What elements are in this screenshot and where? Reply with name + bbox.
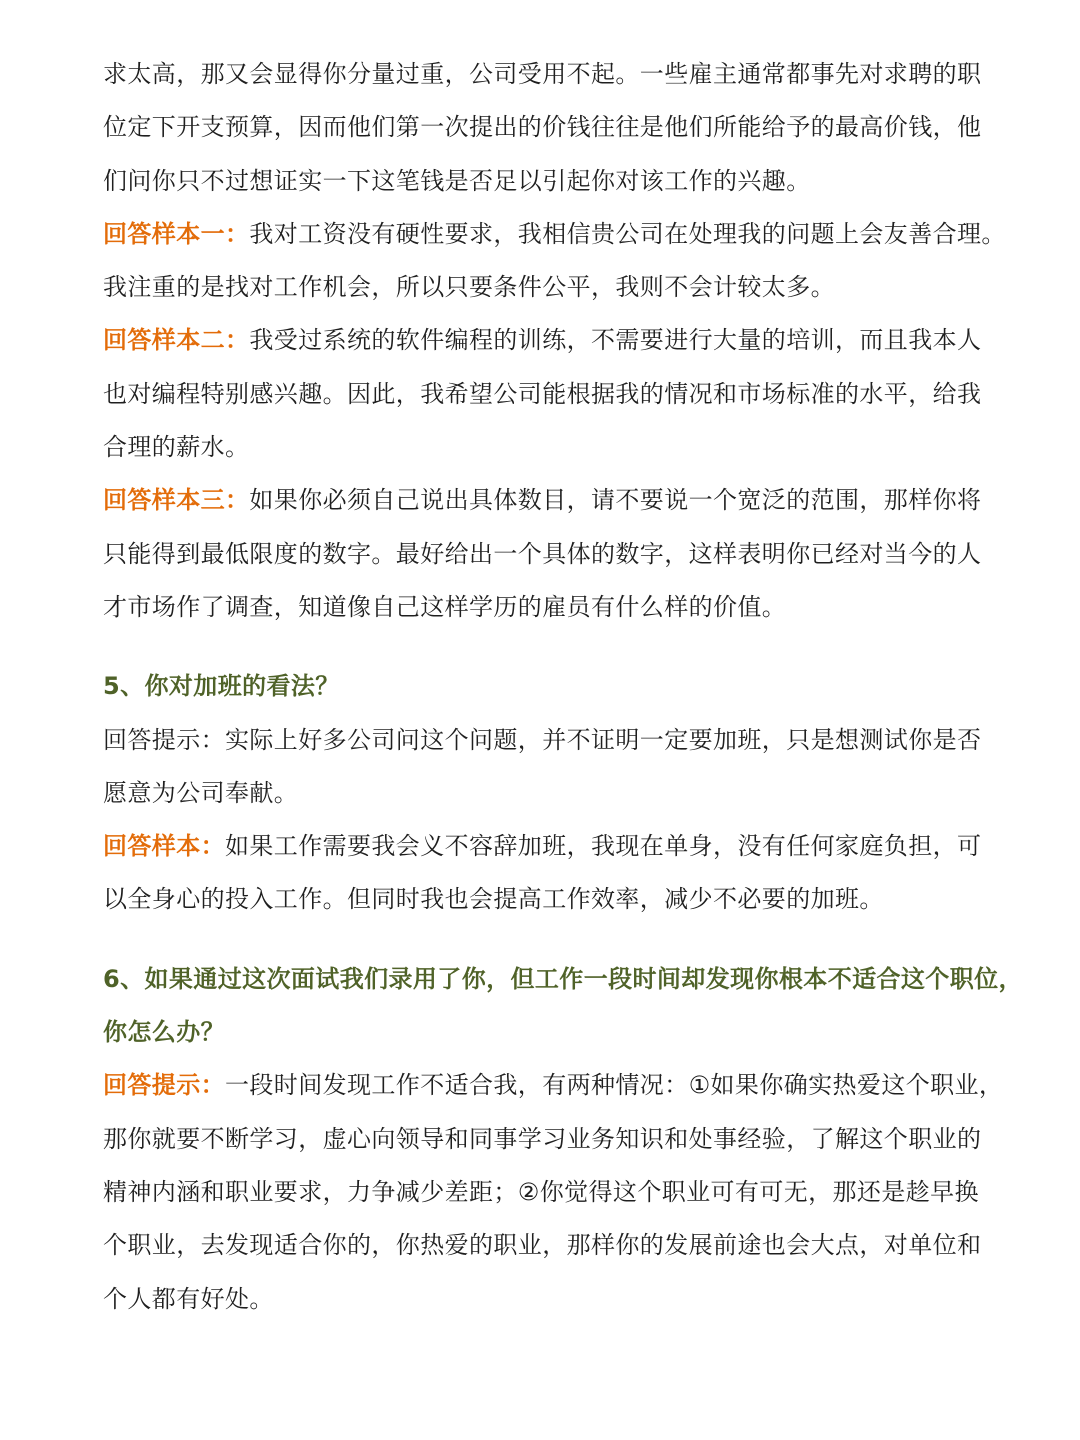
answer-sample-3 <box>103 474 993 634</box>
text-line: 们问你只不过想证实一下这笔钱是否足以引起你对该工作的兴趣。 <box>103 166 811 195</box>
answer-text: 我受过系统的软件编程的训练，不需要进行大量的培训，而且我本人 <box>249 326 982 355</box>
section-gap <box>103 927 993 953</box>
text-line: 也对编程特别感兴趣。因此，我希望公司能根据我的情况和市场标准的水平，给我 <box>103 379 982 408</box>
question-5-heading: 5、你对加班的看法？ <box>103 672 340 701</box>
text-line: 那你就要不断学习，虚心向领导和同事学习业务知识和处事经验，了解这个职业的 <box>103 1124 982 1153</box>
text-line: 个职业，去发现适合你的，你热爱的职业，那样你的发展前途也会大点，对单位和 <box>103 1231 982 1260</box>
document-page <box>103 48 1023 1326</box>
answer-label: 回答样本： <box>103 832 225 861</box>
answer-text: 如果你必须自己说出具体数目，请不要说一个宽泛的范围，那样你将 <box>249 486 982 515</box>
text-line: 合理的薪水。 <box>103 433 250 462</box>
question-5-hint <box>103 714 993 821</box>
heading-line: 6、如果通过这次面试我们录用了你，但工作一段时间却发现你根本不适合这个职位， <box>103 964 1023 993</box>
section-gap <box>103 634 993 660</box>
heading-line: 你怎么办？ <box>103 1018 225 1047</box>
text-line: 回答提示：实际上好多公司问这个问题，并不证明一定要加班，只是想测试你是否 <box>103 725 982 754</box>
answer-sample-2 <box>103 314 993 474</box>
text-line: 求太高，那又会显得你分量过重，公司受用不起。一些雇主通常都事先对求聘的职 <box>103 60 982 88</box>
text-line: 以全身心的投入工作。但同时我也会提高工作效率，减少不必要的加班。 <box>103 885 884 914</box>
question-6-hint <box>103 1059 1004 1325</box>
text-line <box>103 474 993 527</box>
text-line: 位定下开支预算，因而他们第一次提出的价钱往往是他们所能给予的最高价钱，他 <box>103 113 982 142</box>
answer-sample-1 <box>103 208 1006 315</box>
answer-text: 一段时间发现工作不适合我，有两种情况：①如果你确实热爱这个职业， <box>225 1071 1004 1100</box>
question-5-sample <box>103 820 993 927</box>
text-line: 只能得到最低限度的数字。最好给出一个具体的数字，这样表明你已经对当今的人 <box>103 539 982 568</box>
answer-text: 我对工资没有硬性要求，我相信贵公司在处理我的问题上会友善合理。 <box>249 219 1006 248</box>
intro-paragraph <box>103 48 993 208</box>
answer-label: 回答样本三： <box>103 486 250 515</box>
answer-text: 如果工作需要我会义不容辞加班，我现在单身，没有任何家庭负担，可 <box>225 832 982 861</box>
text-line: 我注重的是找对工作机会，所以只要条件公平，我则不会计较太多。 <box>103 273 835 302</box>
answer-label: 回答样本二： <box>103 326 250 355</box>
answer-label: 回答样本一： <box>103 219 250 248</box>
text-line <box>103 1059 1004 1112</box>
question-6-heading <box>103 953 1023 1060</box>
text-line: 才市场作了调查，知道像自己这样学历的雇员有什么样的价值。 <box>103 592 787 621</box>
text-line: 个人都有好处。 <box>103 1284 274 1313</box>
answer-label: 回答提示： <box>103 1071 225 1100</box>
text-line: 精神内涵和职业要求，力争减少差距；②你觉得这个职业可有可无，那还是趁早换 <box>103 1177 979 1206</box>
text-line: 愿意为公司奉献。 <box>103 778 299 807</box>
text-line <box>103 820 993 873</box>
text-line <box>103 314 993 367</box>
text-line <box>103 208 1006 261</box>
